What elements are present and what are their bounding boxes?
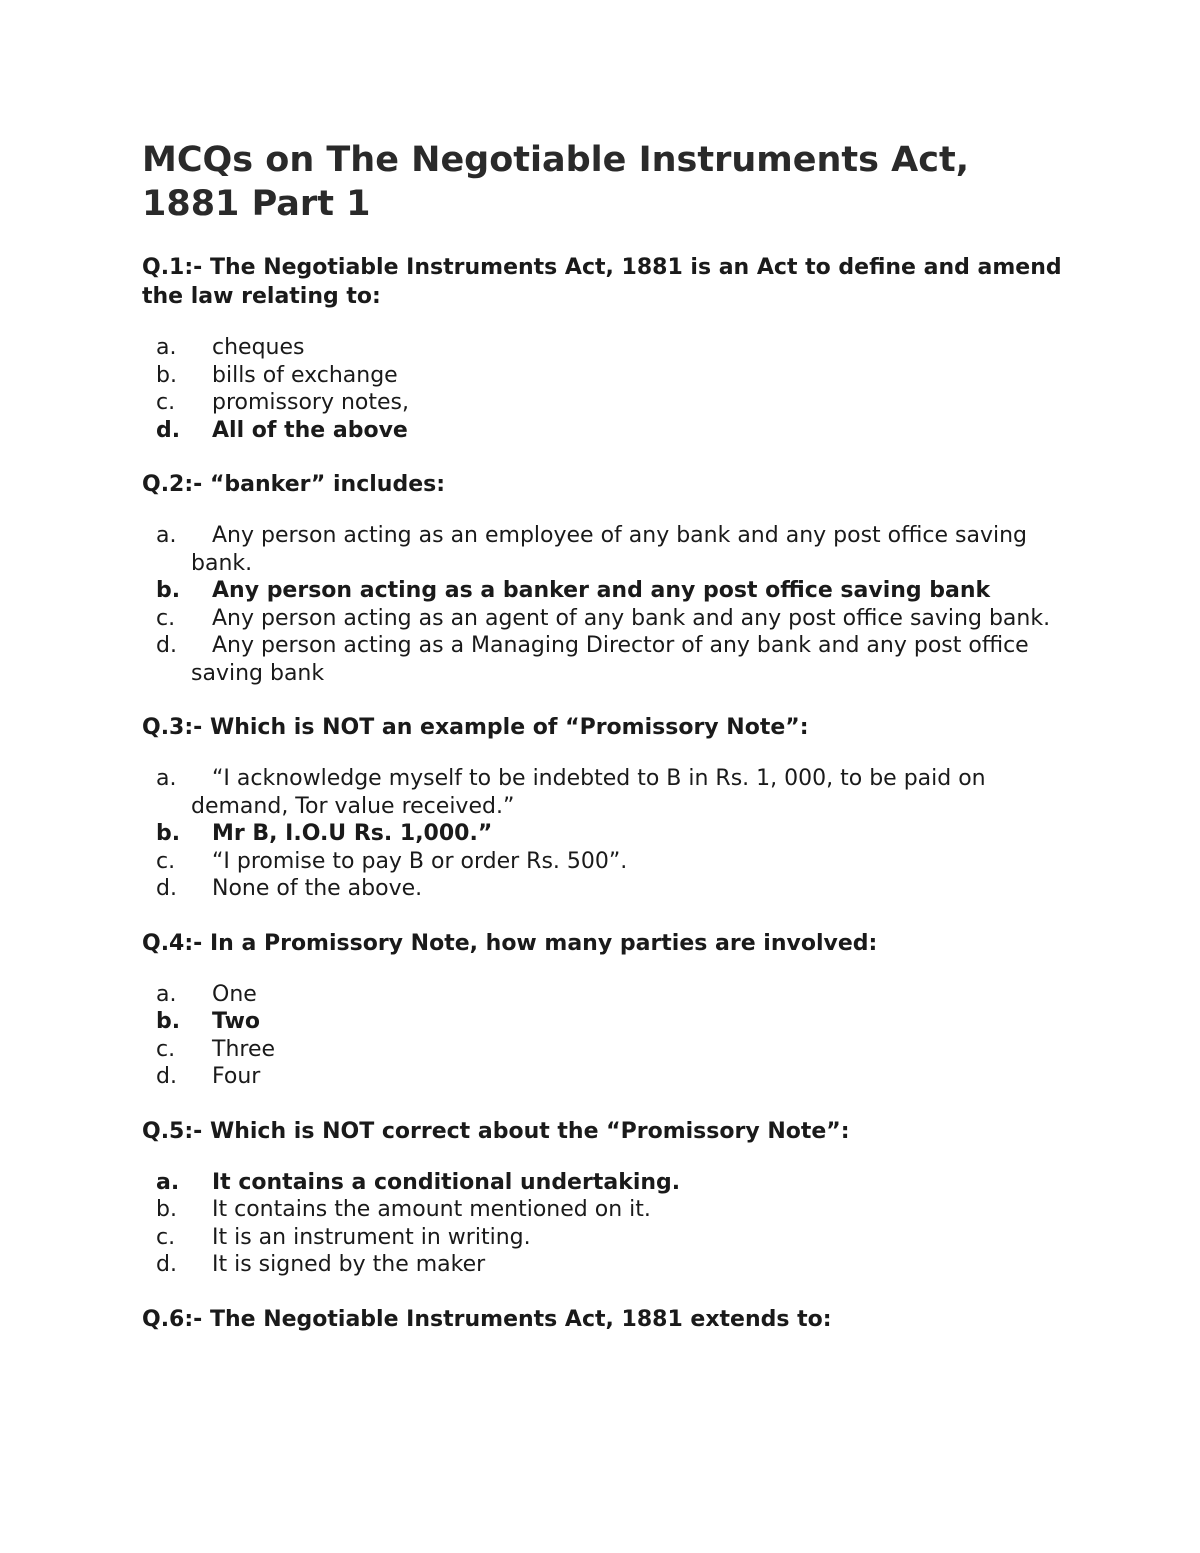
option-letter: b. [156, 578, 181, 603]
option-letter: d. [156, 876, 177, 901]
option-item [142, 522, 1062, 577]
option-text: bills of exchange [212, 362, 398, 388]
option-letter: b. [156, 362, 177, 388]
question-text: Q.3:- Which is NOT an example of “Promissory Note”: [142, 715, 809, 740]
option-item-answer [142, 577, 1062, 605]
option-letter: b. [156, 1197, 177, 1222]
option-letter: a. [156, 981, 177, 1007]
question-block [142, 929, 1062, 1091]
option-list [142, 981, 1062, 1091]
option-item [142, 605, 1062, 633]
question-text: Q.1:- The Negotiable Instruments Act, 1881 is an Act to define and amend the law relating to: [142, 255, 1062, 309]
option-letter: a. [156, 523, 177, 548]
option-text: “I acknowledge myself to be indebted to B in Rs. 1, 000, to be paid on demand, Tor value received.” [191, 766, 986, 819]
option-item [142, 765, 1062, 820]
question-text: Q.2:- “banker” includes: [142, 472, 446, 497]
option-item [142, 1251, 1062, 1279]
option-item-answer [142, 1169, 1062, 1197]
option-letter: d. [156, 633, 177, 658]
document-title: MCQs on The Negotiable Instruments Act, 1881 Part 1 [142, 140, 970, 224]
option-item-answer [142, 1008, 1062, 1036]
option-list [142, 1169, 1062, 1279]
option-text: It contains a conditional undertaking. [212, 1169, 681, 1195]
option-text: Any person acting as a banker and any post office saving bank [212, 578, 991, 603]
option-item [142, 1063, 1062, 1091]
option-text: promissory notes, [212, 390, 409, 415]
option-letter: a. [156, 766, 177, 791]
option-text: “I promise to pay B or order Rs. 500”. [212, 848, 628, 874]
option-item [142, 875, 1062, 903]
option-item [142, 389, 1062, 417]
option-letter: b. [156, 821, 181, 846]
option-text: Mr B, I.O.U Rs. 1,000.” [212, 821, 493, 846]
question-text: Q.4:- In a Promissory Note, how many parties are involved: [142, 930, 878, 956]
option-letter: c. [156, 605, 176, 631]
option-text: Four [212, 1064, 261, 1089]
question-text: Q.6:- The Negotiable Instruments Act, 1881 extends to: [142, 1306, 832, 1332]
option-list [142, 334, 1062, 444]
option-text: Any person acting as an employee of any bank and any post office saving bank. [191, 523, 1027, 576]
option-item [142, 848, 1062, 876]
option-item [142, 1196, 1062, 1224]
question-text: Q.5:- Which is NOT correct about the “Promissory Note”: [142, 1118, 850, 1144]
document-page [142, 138, 1062, 1360]
option-letter: b. [156, 1009, 181, 1034]
option-text: It is signed by the maker [212, 1252, 486, 1277]
option-item [142, 362, 1062, 390]
option-list [142, 765, 1062, 903]
option-letter: c. [156, 1224, 176, 1250]
option-letter: c. [156, 848, 176, 874]
option-list [142, 522, 1062, 687]
option-letter: d. [156, 1064, 177, 1089]
question-list [142, 253, 1062, 1334]
option-text: None of the above. [212, 876, 423, 901]
question-block [142, 253, 1062, 444]
option-text: Any person acting as a Managing Director of any bank and any post office saving bank [191, 633, 1029, 686]
option-letter: a. [156, 335, 177, 360]
option-item [142, 1036, 1062, 1064]
question-block [142, 713, 1062, 903]
option-text: All of the above [212, 417, 408, 443]
option-item-answer [142, 417, 1062, 445]
option-text: One [212, 981, 257, 1007]
option-item [142, 1224, 1062, 1252]
option-item [142, 632, 1062, 687]
option-letter: d. [156, 417, 181, 443]
option-text: It contains the amount mentioned on it. [212, 1197, 651, 1222]
option-text: Three [212, 1036, 276, 1062]
option-item-answer [142, 820, 1062, 848]
option-text: cheques [212, 335, 305, 360]
option-letter: c. [156, 390, 176, 415]
option-item [142, 981, 1062, 1009]
option-letter: a. [156, 1169, 180, 1195]
question-block [142, 470, 1062, 687]
option-text: Two [212, 1009, 261, 1034]
option-text: It is an instrument in writing. [212, 1224, 531, 1250]
option-item [142, 334, 1062, 362]
question-block [142, 1117, 1062, 1279]
question-block [142, 1305, 1062, 1334]
option-text: Any person acting as an agent of any bank and any post office saving bank. [212, 605, 1051, 631]
option-letter: c. [156, 1036, 176, 1062]
option-letter: d. [156, 1252, 177, 1277]
